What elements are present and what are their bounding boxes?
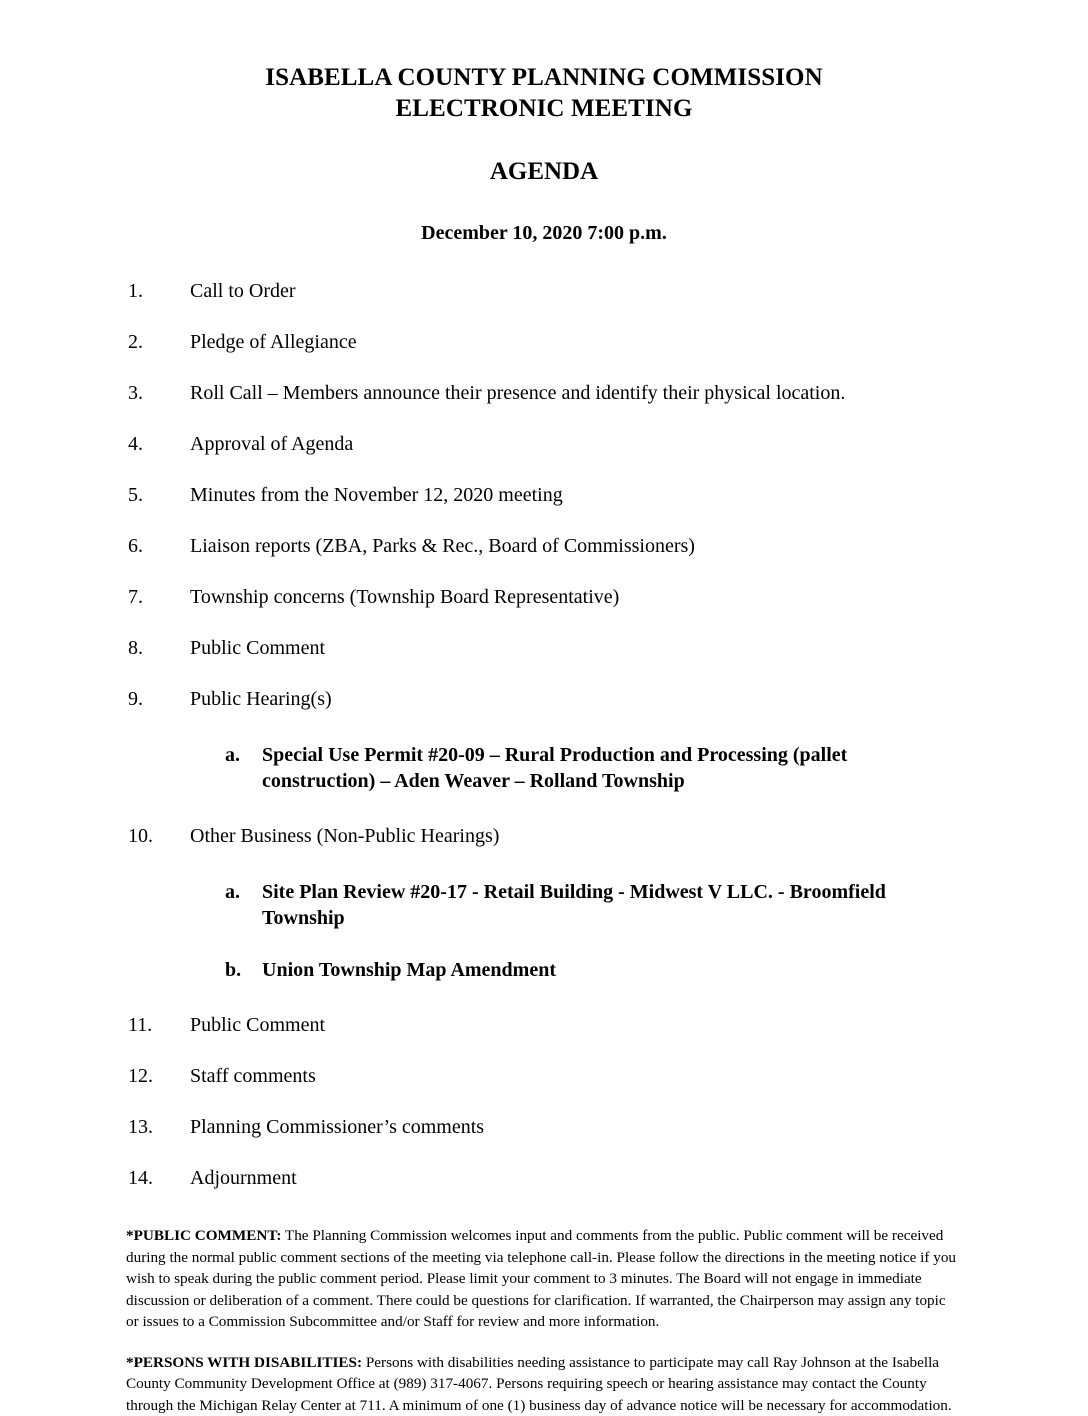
- agenda-item-2: [0, 330, 1088, 355]
- agenda-item-number: 1.: [128, 279, 143, 304]
- agenda-item-10-subitems: [0, 879, 1088, 983]
- agenda-item-label: Approval of Agenda: [190, 433, 353, 455]
- footnotes-section: [0, 1225, 1088, 1416]
- agenda-item-6: [0, 534, 1088, 559]
- agenda-subitem-letter: a.: [225, 879, 240, 905]
- agenda-subitem-10a: [0, 879, 1088, 931]
- agenda-item-number: 6.: [128, 534, 143, 559]
- agenda-item-1: [0, 279, 1088, 304]
- agenda-item-12: [0, 1064, 1088, 1089]
- agenda-item-10: [0, 824, 1088, 849]
- agenda-subitem-label: Union Township Map Amendment: [262, 959, 556, 981]
- agenda-item-number: 3.: [128, 381, 143, 406]
- agenda-item-label: Roll Call – Members announce their presence and identify their physical location.: [190, 382, 845, 404]
- agenda-item-label: Liaison reports (ZBA, Parks & Rec., Board of Commissioners): [190, 535, 695, 557]
- agenda-item-number: 5.: [128, 483, 143, 508]
- footnote-body: The Planning Commission welcomes input and comments from the public. Public comment will be received during the normal public comment sections of the meeting via telephone call-in. Please follow the directions in the meeting notice if you wish to speak during the public comment period. Please limit your comment to 3 minutes. The Board will not engage in immediate discussion or deliberation of a comment. There could be questions for clarification. If warranted, the Chairperson may assign any topic or issues to a Commission Subcommittee and/or Staff for review and more information.: [126, 1227, 956, 1330]
- footnote-heading: *PERSONS WITH DISABILITIES:: [126, 1354, 362, 1371]
- agenda-subitem-letter: b.: [225, 957, 241, 983]
- agenda-item-3: [0, 381, 1088, 406]
- agenda-item-number: 11.: [128, 1013, 152, 1038]
- agenda-item-5: [0, 483, 1088, 508]
- footnote-public-comment: [126, 1225, 962, 1333]
- agenda-item-label: Township concerns (Township Board Representative): [190, 586, 619, 608]
- agenda-item-9-subitems: [0, 742, 1088, 794]
- agenda-item-label: Public Hearing(s): [190, 688, 332, 710]
- agenda-item-number: 2.: [128, 330, 143, 355]
- agenda-heading: AGENDA: [0, 157, 1088, 187]
- agenda-item-8: [0, 636, 1088, 661]
- agenda-item-label: Planning Commissioner’s comments: [190, 1116, 484, 1138]
- agenda-item-11: [0, 1013, 1088, 1038]
- footnote-body: Persons with disabilities needing assistance to participate may call Ray Johnson at the Isabella County Community Development Office at (989) 317-4067. Persons requiring speech or hearing assistance may contact the County through the Michigan Relay Center at 711. A minimum of one (1) business day of advance notice will be necessary for accommodation.: [126, 1354, 952, 1414]
- agenda-item-label: Public Comment: [190, 1014, 325, 1036]
- agenda-item-14: [0, 1166, 1088, 1191]
- agenda-item-number: 10.: [128, 824, 153, 849]
- agenda-item-label: Staff comments: [190, 1065, 316, 1087]
- agenda-item-7: [0, 585, 1088, 610]
- agenda-item-list: [0, 279, 1088, 1191]
- agenda-subitem-label: Special Use Permit #20-09 – Rural Production and Processing (pallet construction) – Aden Weaver – Rolland Township: [262, 744, 847, 792]
- agenda-item-number: 12.: [128, 1064, 153, 1089]
- agenda-item-label: Call to Order: [190, 280, 296, 302]
- agenda-item-number: 4.: [128, 432, 143, 457]
- agenda-item-number: 8.: [128, 636, 143, 661]
- agenda-item-13: [0, 1115, 1088, 1140]
- agenda-item-number: 9.: [128, 687, 143, 712]
- agenda-item-9: [0, 687, 1088, 712]
- agenda-item-number: 7.: [128, 585, 143, 610]
- agenda-subitem-10b: [0, 957, 1088, 983]
- agenda-item-label: Adjournment: [190, 1167, 297, 1189]
- agenda-item-label: Minutes from the November 12, 2020 meeting: [190, 484, 563, 506]
- document-title-line-1: ISABELLA COUNTY PLANNING COMMISSION: [0, 62, 1088, 93]
- footnote-persons-with-disabilities: [126, 1352, 962, 1416]
- agenda-subitem-letter: a.: [225, 742, 240, 768]
- agenda-item-label: Other Business (Non-Public Hearings): [190, 825, 499, 847]
- agenda-item-label: Pledge of Allegiance: [190, 331, 357, 353]
- agenda-item-number: 13.: [128, 1115, 153, 1140]
- footnote-heading: *PUBLIC COMMENT:: [126, 1227, 281, 1244]
- agenda-item-number: 14.: [128, 1166, 153, 1191]
- agenda-item-4: [0, 432, 1088, 457]
- agenda-subitem-9a: [0, 742, 1088, 794]
- agenda-item-label: Public Comment: [190, 637, 325, 659]
- document-header: [0, 0, 1088, 246]
- meeting-datetime: December 10, 2020 7:00 p.m.: [0, 220, 1088, 246]
- document-title-line-2: ELECTRONIC MEETING: [0, 93, 1088, 124]
- agenda-subitem-label: Site Plan Review #20-17 - Retail Building - Midwest V LLC. - Broomfield Township: [262, 881, 886, 929]
